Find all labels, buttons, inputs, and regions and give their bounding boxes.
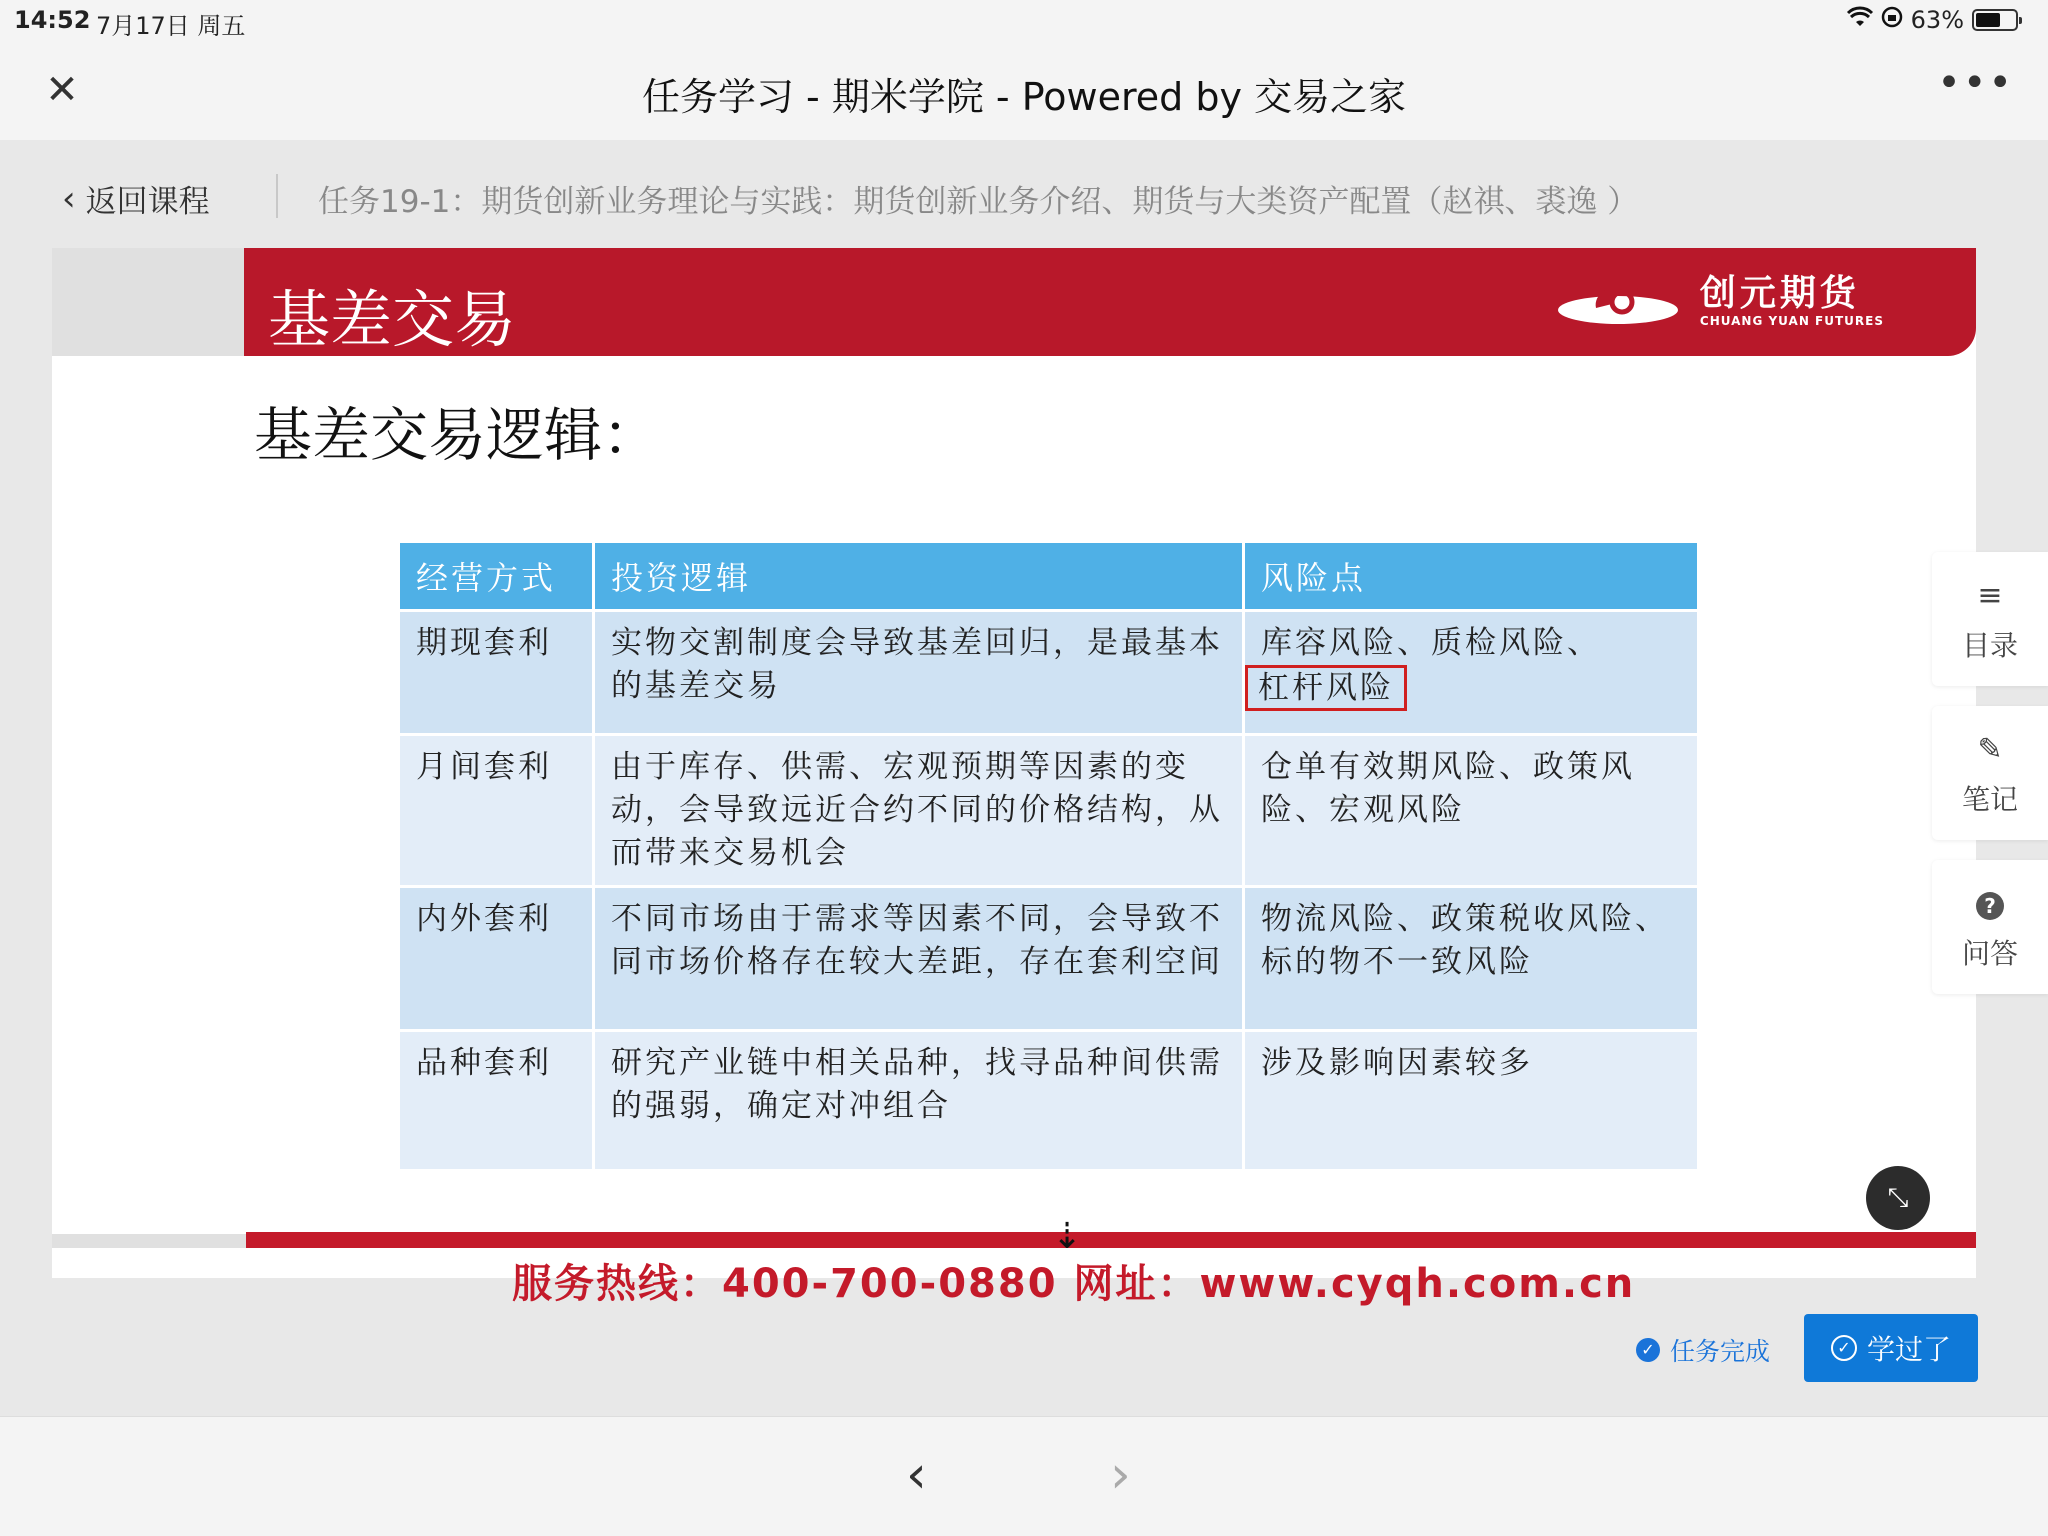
battery-percent: 63% [1910, 6, 1964, 34]
back-to-course-button[interactable] [62, 176, 210, 221]
bottom-toolbar [0, 1416, 2048, 1536]
question-icon: ? [1932, 886, 2048, 922]
logo-name-en: CHUANG YUAN FUTURES [1699, 314, 1884, 328]
column-header-logic: 投资逻辑 [594, 542, 1244, 611]
status-indicators [1847, 6, 2018, 34]
pencil-icon: ✎ [1977, 732, 2003, 767]
table-row [399, 735, 1699, 887]
slide-heading: 基差交易 [268, 283, 517, 356]
cell-mode: 内外套利 [399, 887, 594, 1031]
risk-text: 库容风险、质检风险、 [1261, 625, 1601, 661]
orientation-lock-icon [1881, 6, 1903, 34]
slide-footer-text: 服务热线：400-700-0880 网址：www.cyqh.com.cn [512, 1261, 1636, 1307]
slide-footer-gray-band [52, 1234, 246, 1248]
chevron-left-icon[interactable]: ‹ [906, 1445, 927, 1505]
page-title: 任务学习 - 期米学院 - Powered by 交易之家 [641, 75, 1407, 119]
table-row [399, 611, 1699, 735]
basis-trading-table [397, 540, 1700, 1172]
course-title: 任务19-1：期货创新业务理论与实践：期货创新业务介绍、期货与大类资产配置（赵祺、裘逸 ） [318, 184, 1639, 220]
slide-corner-block [52, 248, 244, 356]
learned-button[interactable] [1804, 1314, 1978, 1382]
breadcrumb-divider [276, 174, 278, 218]
close-icon[interactable]: ✕ [45, 67, 79, 113]
cell-mode: 品种套利 [399, 1031, 594, 1171]
cell-logic: 不同市场由于需求等因素不同，会导致不同市场价格存在较大差距，存在套利空间 [594, 887, 1244, 1031]
cell-risk [1244, 611, 1699, 735]
company-logo [1556, 274, 1884, 328]
cell-risk: 物流风险、政策税收风险、标的物不一致风险 [1244, 887, 1699, 1031]
status-bar [0, 0, 2048, 40]
scroll-down-icon[interactable]: ⇣ [1052, 1216, 1083, 1257]
cell-logic: 由于库存、供需、宏观预期等因素的变动，会导致远近合约不同的价格结构，从而带来交易机会 [594, 735, 1244, 887]
battery-icon [1972, 9, 2018, 31]
chevron-left-icon: ‹ [62, 178, 76, 219]
fullscreen-toggle-icon[interactable]: ⤡ [1866, 1166, 1930, 1230]
cell-risk: 涉及影响因素较多 [1244, 1031, 1699, 1171]
breadcrumb [0, 140, 2048, 250]
column-header-risk: 风险点 [1244, 542, 1699, 611]
qa-label: 问答 [1961, 937, 2018, 970]
catalog-label: 目录 [1961, 629, 2018, 662]
learned-label: 学过了 [1866, 1333, 1951, 1366]
column-header-mode: 经营方式 [399, 542, 594, 611]
more-options-icon[interactable]: ••• [1937, 60, 2014, 106]
status-time: 14:52 [14, 6, 91, 34]
table-row [399, 887, 1699, 1031]
risk-highlight-box: 杠杆风险 [1245, 665, 1407, 711]
logo-name-cn: 创元期货 [1699, 273, 1860, 314]
menu-list-icon: ≡ [1977, 578, 2003, 613]
cell-logic: 实物交割制度会导致基差回归，是最基本的基差交易 [594, 611, 1244, 735]
status-date: 7月17日 周五 [96, 12, 246, 40]
task-done-label: 任务完成 [1670, 1337, 1771, 1366]
slide-subtitle: 基差交易逻辑： [254, 401, 661, 469]
slide-header-band [244, 248, 1976, 356]
slide-footer-red-band [246, 1232, 1976, 1248]
cell-risk: 仓单有效期风险、政策风险、宏观风险 [1244, 735, 1699, 887]
chevron-right-icon[interactable]: › [1110, 1445, 1131, 1505]
slide-viewer [52, 248, 1976, 1307]
catalog-button[interactable] [1932, 552, 2048, 686]
cell-mode: 期现套利 [399, 611, 594, 735]
cell-mode: 月间套利 [399, 735, 594, 887]
notes-button[interactable] [1932, 706, 2048, 840]
cell-logic: 研究产业链中相关品种，找寻品种间供需的强弱，确定对冲组合 [594, 1031, 1244, 1171]
nav-bar [0, 40, 2048, 140]
task-done-status [1636, 1332, 1770, 1368]
back-label: 返回课程 [85, 184, 210, 220]
qa-button[interactable] [1932, 860, 2048, 994]
check-circle-icon: ✓ [1636, 1338, 1660, 1362]
check-outline-icon: ✓ [1831, 1335, 1857, 1361]
table-row [399, 1031, 1699, 1171]
table-header-row [399, 542, 1699, 611]
wifi-icon [1847, 6, 1873, 34]
logo-mark-icon [1556, 274, 1682, 328]
notes-label: 笔记 [1961, 783, 2018, 816]
